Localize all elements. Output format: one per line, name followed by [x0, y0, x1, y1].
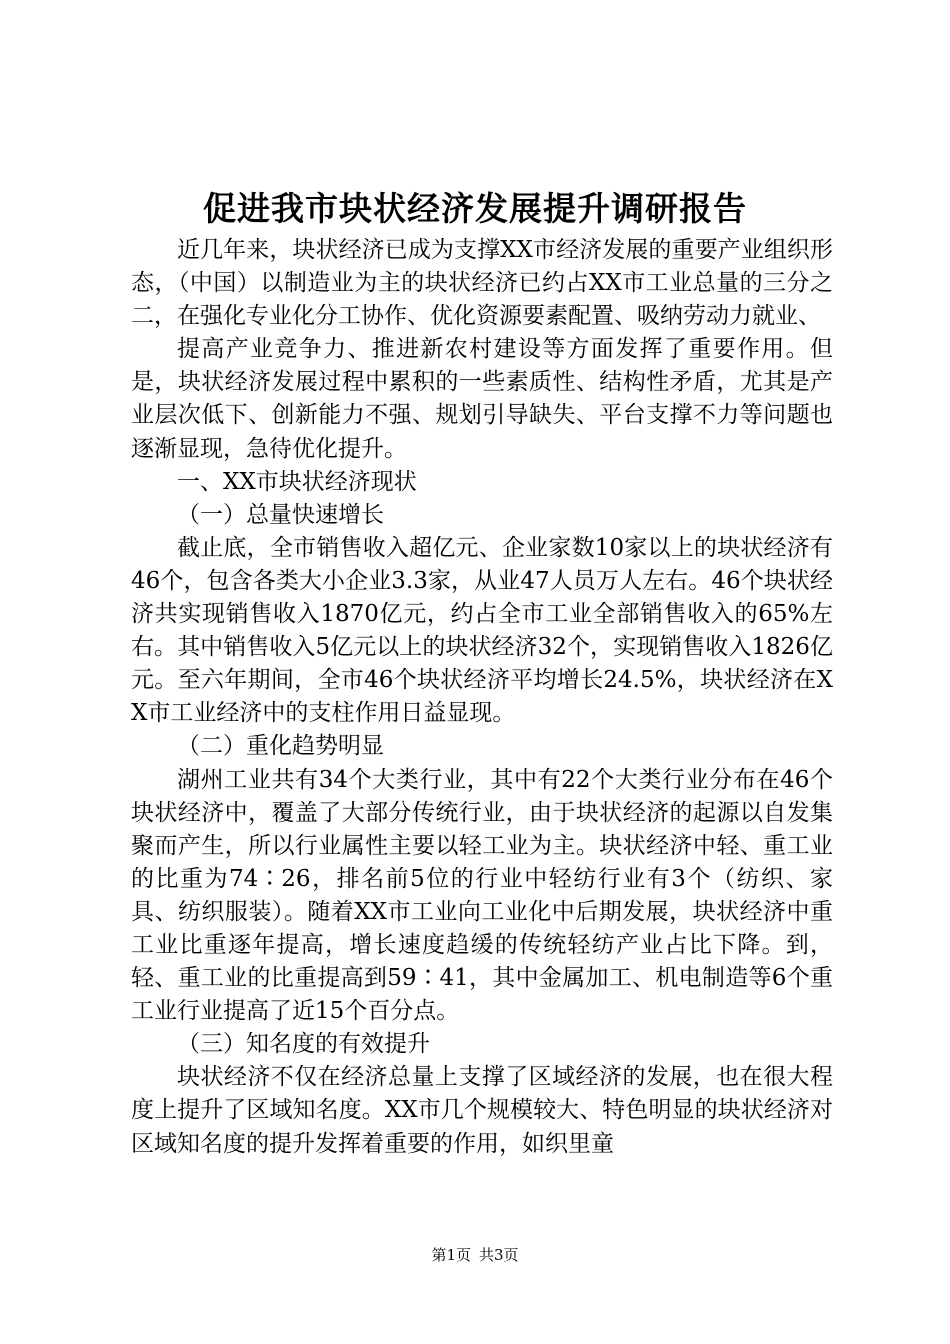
- paragraph: 湖州工业共有34个大类行业，其中有22个大类行业分布在46个块状经济中，覆盖了大部分传统行业，由于块状经济的起源以自发集聚而产生，所以行业属性主要以轻工业为主。块状经济中轻、重工业的比重为74∶26，排名前5位的行业中轻纺行业有3个（纺织、家具、纺织服装）。随着XX市工业向工业化中后期发展，块状经济中重工业比重逐年提高，增长速度趋缓的传统轻纺产业占比下降。到，轻、重工业的比重提高到59∶41，其中金属加工、机电制造等6个重工业行业提高了近15个百分点。: [131, 766, 833, 1025]
- document-body: [131, 234, 833, 1161]
- page-number: 第1页: [431, 1246, 471, 1264]
- paragraph: 近几年来，块状经济已成为支撑XX市经济发展的重要产业组织形态，（中国）以制造业为主的块状经济已约占XX市工业总量的三分之二，在强化专业化分工协作、优化资源要素配置、吸纳劳动力就业、: [131, 237, 833, 330]
- subsection-heading: （三）知名度的有效提升: [177, 1031, 430, 1058]
- paragraph: 截止底，全市销售收入超亿元、企业家数10家以上的块状经济有46个，包含各类大小企业3.3家，从业47人员万人左右。46个块状经济共实现销售收入1870亿元，约占全市工业全部销售收入的65%左右。其中销售收入5亿元以上的块状经济32个，实现销售收入1826亿元。至六年期间，全市46个块状经济平均增长24.5%，块状经济在XX市工业经济中的支柱作用日益显现。: [131, 534, 833, 727]
- subsection-heading: （二）重化趋势明显: [177, 733, 384, 760]
- section-heading: 一、XX市块状经济现状: [177, 468, 417, 495]
- paragraph: 块状经济不仅在经济总量上支撑了区域经济的发展，也在很大程度上提升了区域知名度。XX市几个规模较大、特色明显的块状经济对区域知名度的提升发挥着重要的作用，如织里童: [131, 1064, 833, 1157]
- page-footer: [0, 1244, 950, 1266]
- paragraph: 提高产业竞争力、推进新农村建设等方面发挥了重要作用。但是，块状经济发展过程中累积的一些素质性、结构性矛盾，尤其是产业层次低下、创新能力不强、规划引导缺失、平台支撑不力等问题也逐渐显现，急待优化提升。: [131, 336, 833, 462]
- subsection-heading: （一）总量快速增长: [177, 501, 384, 528]
- page-total: 共3页: [479, 1246, 519, 1264]
- document-title: 促进我市块状经济发展提升调研报告: [203, 189, 747, 228]
